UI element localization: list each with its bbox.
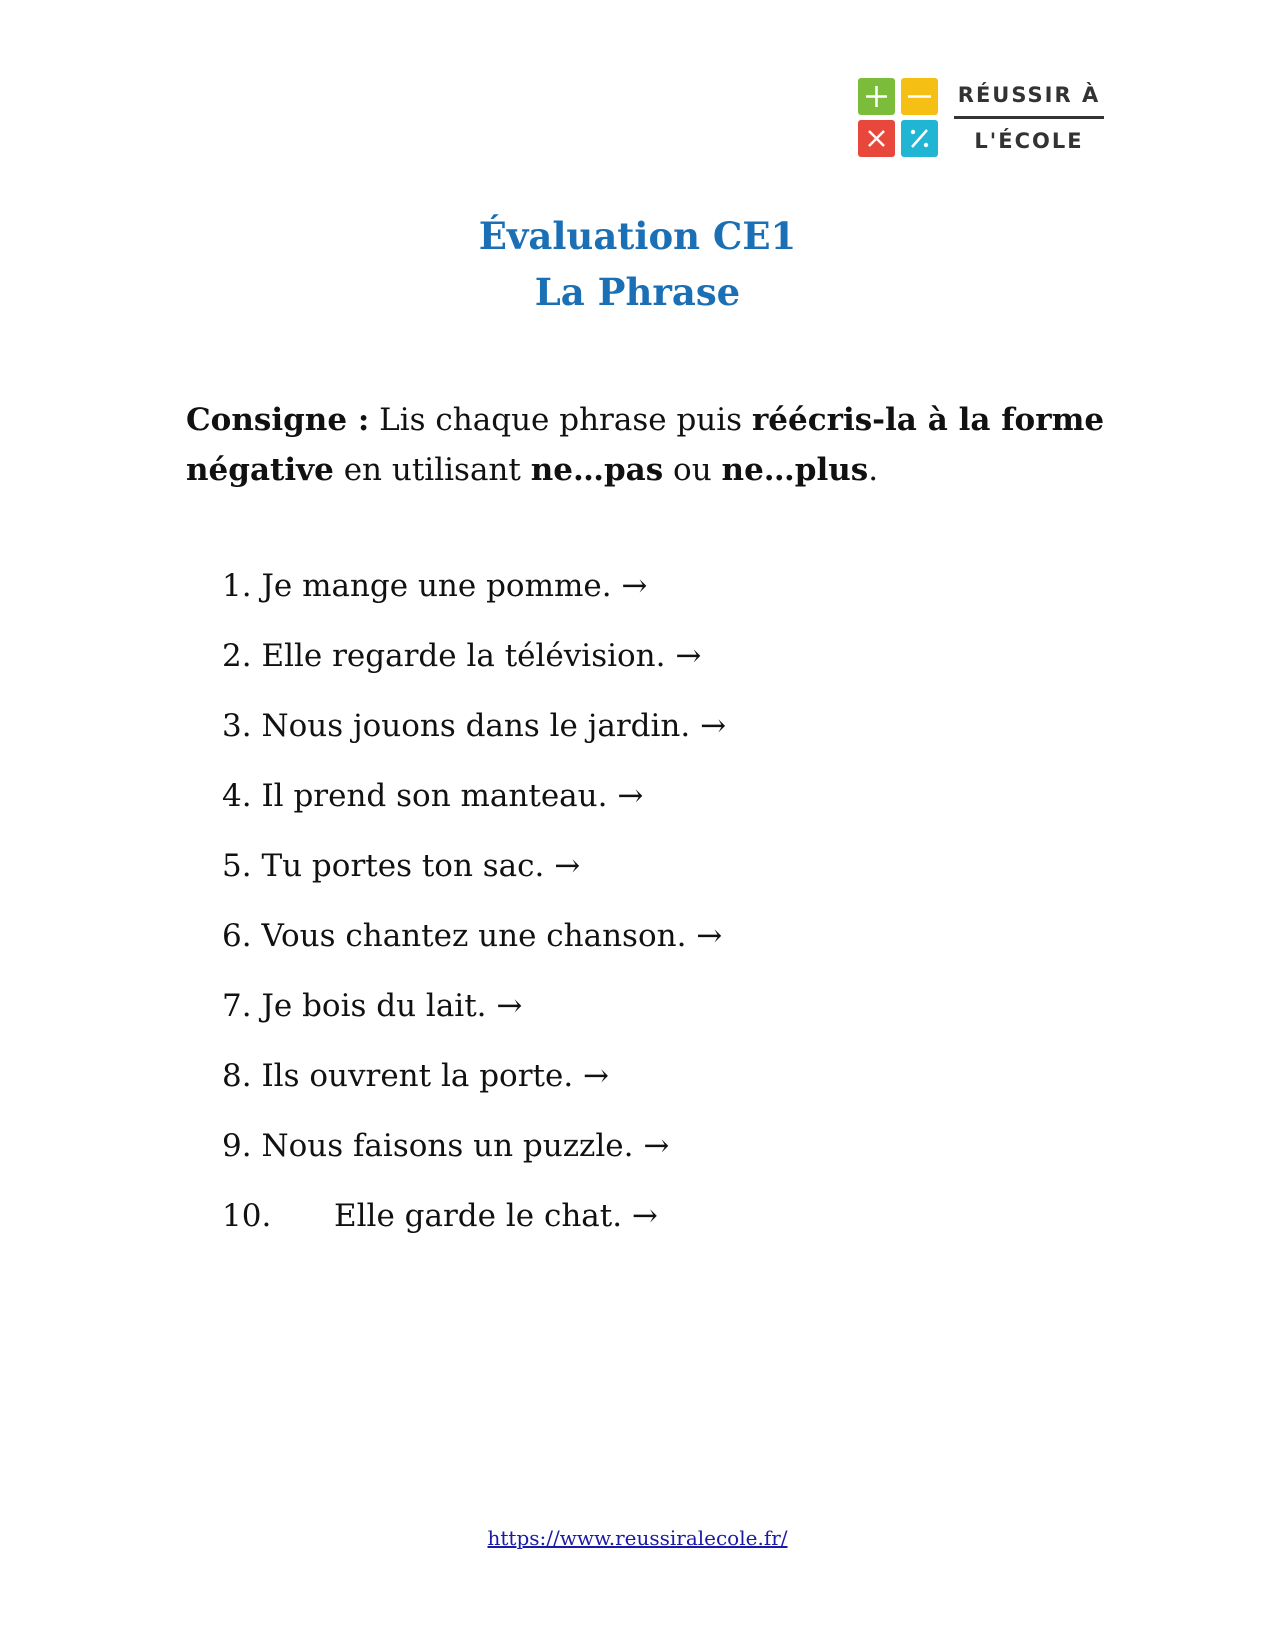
plus-icon — [858, 78, 895, 115]
instruction-bold-3: ne…plus — [721, 452, 869, 488]
title-line-2: La Phrase — [534, 270, 741, 314]
logo-wordmark — [954, 78, 1104, 158]
exercise-sentence: Elle garde le chat. → — [334, 1198, 658, 1234]
logo-line-2: L'ÉCOLE — [974, 129, 1084, 153]
site-logo — [858, 78, 1108, 158]
exercise-item — [222, 1124, 1122, 1194]
footer — [0, 1526, 1275, 1550]
exercise-sentence: Je bois du lait. → — [261, 988, 523, 1024]
exercise-item — [222, 1194, 1122, 1264]
exercise-number: 8. — [222, 1058, 252, 1094]
exercise-list — [222, 564, 1122, 1264]
exercise-sentence: Ils ouvrent la porte. → — [261, 1058, 610, 1094]
exercise-item — [222, 844, 1122, 914]
minus-icon — [901, 78, 938, 115]
title-line-1: Évaluation CE1 — [478, 214, 797, 258]
instruction-bold-1: réécris-la à la forme négative — [186, 402, 1105, 488]
exercise-item — [222, 634, 1122, 704]
instruction-label: Consigne : — [186, 402, 370, 438]
instruction-text-1: Lis chaque phrase puis — [369, 402, 752, 438]
exercise-sentence: Je mange une pomme. → — [261, 568, 648, 604]
logo-line-1: RÉUSSIR À — [957, 83, 1101, 107]
instruction-text-2: en utilisant — [333, 452, 531, 488]
exercise-sentence: Tu portes ton sac. → — [261, 848, 581, 884]
instruction-text-4: . — [868, 452, 879, 488]
exercise-number: 10. — [222, 1198, 272, 1234]
divide-icon — [901, 120, 938, 157]
exercise-item — [222, 704, 1122, 774]
exercise-item — [222, 984, 1122, 1054]
exercise-number: 9. — [222, 1128, 252, 1164]
exercise-item — [222, 774, 1122, 844]
exercise-sentence: Elle regarde la télévision. → — [261, 638, 702, 674]
instruction-bold-2: ne…pas — [530, 452, 664, 488]
exercise-item — [222, 1054, 1122, 1124]
exercise-number: 1. — [222, 568, 252, 604]
exercise-number: 5. — [222, 848, 252, 884]
exercise-number: 6. — [222, 918, 252, 954]
exercise-item — [222, 564, 1122, 634]
logo-divider — [954, 116, 1104, 119]
website-link[interactable]: https://www.reussiralecole.fr/ — [487, 1526, 788, 1550]
instruction-text-3: ou — [663, 452, 722, 488]
logo-tiles — [858, 78, 940, 158]
exercise-sentence: Nous jouons dans le jardin. → — [261, 708, 727, 744]
page-title — [0, 208, 1275, 320]
exercise-item — [222, 914, 1122, 984]
exercise-number: 4. — [222, 778, 252, 814]
exercise-number: 3. — [222, 708, 252, 744]
instruction — [186, 395, 1106, 495]
exercise-number: 2. — [222, 638, 252, 674]
exercise-number: 7. — [222, 988, 252, 1024]
exercise-sentence: Vous chantez une chanson. → — [261, 918, 723, 954]
exercise-sentence: Nous faisons un puzzle. → — [261, 1128, 670, 1164]
times-icon — [858, 120, 895, 157]
exercise-sentence: Il prend son manteau. → — [261, 778, 644, 814]
